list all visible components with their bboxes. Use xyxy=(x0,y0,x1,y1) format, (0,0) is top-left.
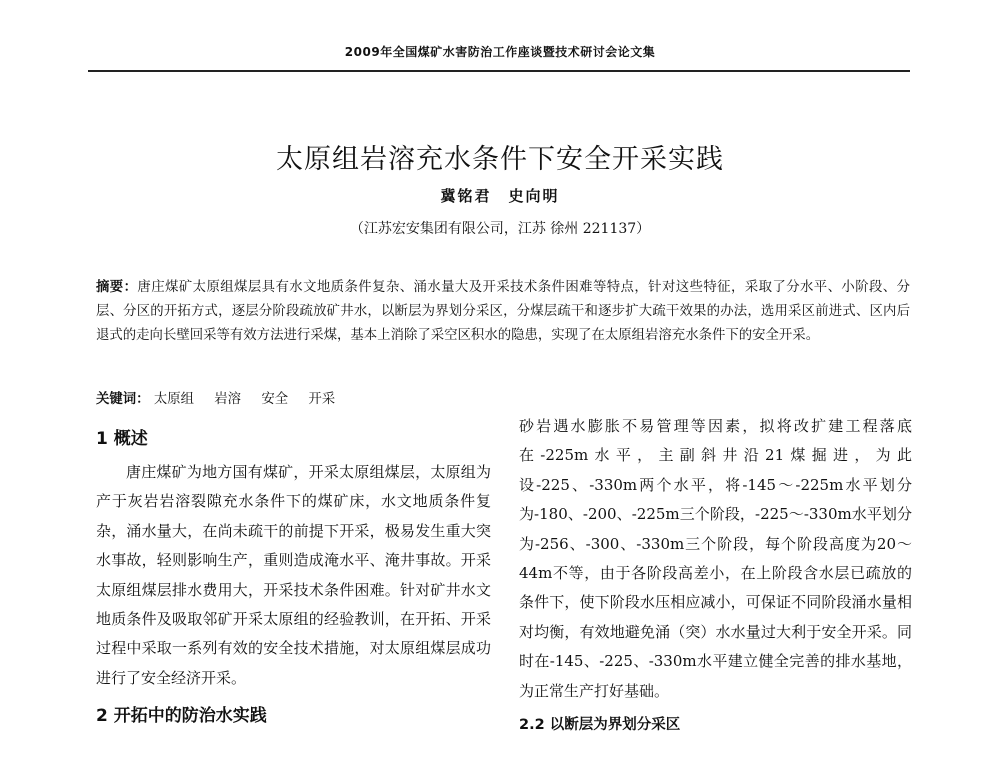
abstract-text: 唐庄煤矿太原组煤层具有水文地质条件复杂、涌水量大及开采技术条件困难等特点，针对这些特征，采取了分水平、小阶段、分层、分区的开拓方式，逐层分阶段疏放矿井水，以断层为界划分采区，分煤层疏干和逐步扩大疏干效果的办法，选用采区前进式、区内后退式的走向长壁回采等有效方法进行采煤，基本上消除了采空区积水的隐患，实现了在太原组岩溶充水条件下的安全开采。 xyxy=(96,280,911,343)
right-column xyxy=(519,412,912,744)
keyword: 安全 xyxy=(261,392,289,407)
abstract-label: 摘要： xyxy=(96,280,138,295)
abstract xyxy=(96,276,910,348)
keywords xyxy=(96,388,910,412)
keyword: 开采 xyxy=(308,392,336,407)
header-rule xyxy=(88,70,910,72)
keywords-label: 关键词： xyxy=(96,392,150,407)
keyword: 岩溶 xyxy=(214,392,242,407)
section-1-text: 唐庄煤矿为地方国有煤矿，开采太原组煤层，太原组为产于灰岩岩溶裂隙充水条件下的煤矿床，水文地质条件复杂，涌水量大，在尚未疏干的前提下开采，极易发生重大突水事故，轻则影响生产，重则造成淹水平、淹井事故。开采太原组煤层排水费用大，开采技术条件困难。针对矿井水文地质条件及吸取邻矿开采太原组的经验教训，在开拓、开采过程中采取一系列有效的安全技术措施，对太原组煤层成功进行了安全经济开采。 xyxy=(96,463,491,687)
paper-title: 太原组岩溶充水条件下安全开采实践 xyxy=(276,144,724,175)
affiliation: （江苏宏安集团有限公司，江苏 徐州 221137） xyxy=(349,221,651,237)
section-1-heading: 1 概述 xyxy=(96,429,148,449)
section-2-2-heading: 2.2 以断层为界划分采区 xyxy=(519,717,681,734)
keyword: 太原组 xyxy=(153,392,194,407)
authors: 冀铭君 史向明 xyxy=(440,187,560,205)
section-2-heading: 2 开拓中的防治水实践 xyxy=(96,706,267,727)
left-column xyxy=(96,420,491,735)
continued-text: 砂岩遇水膨胀不易管理等因素，拟将改扩建工程落底在-225m水平，主副斜井沿21煤掘进，为此设-225、-330m两个水平，将-145～-225m水平划分为-180、-200、-225m三个阶段，-225～-330m水平划分为-256、-300、-330m三个阶段，每个阶段高度为20～44m不等，由于各阶段高差小，在上阶段含水层已疏放的条件下，使下阶段水压相应减小，可保证不同阶段涌水量相对均衡，有效地避免涌（突）水水量过大利于安全开采。同时在-145、-225、-330m水平建立健全完善的排水基地，为正常生产打好基础。 xyxy=(519,417,912,700)
running-header: 2009年全国煤矿水害防治工作座谈暨技术研讨会论文集 xyxy=(344,45,656,59)
